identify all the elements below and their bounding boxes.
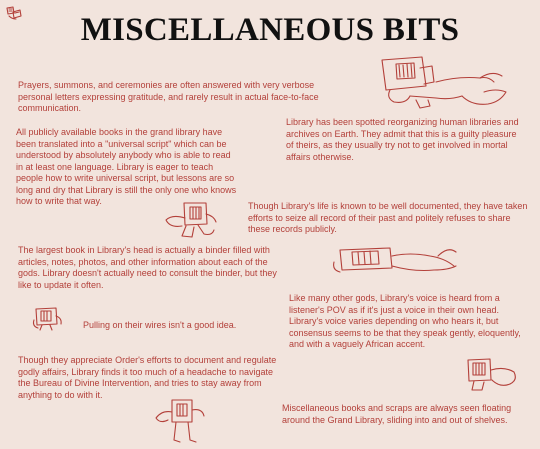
fact-human-libraries: Library has been spotted reorganizing human libraries and archives on Earth. They admit that this is a guilty pleasure of theirs, as they usually try not to get involved in mortal affairs otherwise. — [286, 117, 519, 162]
page-title: MISCELLANEOUS BITS — [80, 12, 460, 48]
fact-voice: Like many other gods, Library's voice is heard from a listener's POV as if it's just a voice in their own head. Library's voice varies depending on who hears it, but consensus seems to be that they speak gently, eloquently, and with a vaguely African accent. — [289, 293, 521, 349]
fact-wires: Pulling on their wires isn't a good idea. — [83, 320, 237, 330]
library-standing-doodle-icon — [150, 396, 210, 446]
fact-seized-records: Though Library's life is known to be well documented, they have taken efforts to seize all record of their past and politely refuses to share these records publicly. — [248, 201, 528, 234]
fact-universal-script: All publicly available books in the grand library have been translated into a "universal script" which can be understood by absolutely anybody who is able to read in at least one language. Library is eager to teach people how to write universal script, but lessons are so long and dry that Library is still the only one who knows how to write that way. — [16, 127, 237, 206]
corner-logo-icon — [4, 4, 24, 22]
fact-floating-books: Miscellaneous books and scraps are always seen floating around the Grand Library, sliding into and out of shelves. — [282, 403, 512, 425]
fact-bureau: Though they appreciate Order's efforts to document and regulate godly affairs, Library finds it too much of a headache to navigate the Bureau of Divine Intervention, and tries to stay away from anything to do with it. — [18, 355, 277, 400]
library-sitting-doodle-icon — [160, 200, 220, 240]
library-lying-doodle-icon — [376, 52, 516, 114]
fact-letters: Prayers, summons, and ceremonies are often answered with very verbose personal letters expressing gratitude, and rarely result in actual face-to-face communication. — [18, 80, 319, 113]
library-wires-doodle-icon — [30, 306, 64, 332]
library-crouching-doodle-icon — [464, 356, 520, 394]
library-reclining-doodle-icon — [330, 240, 460, 280]
fact-binder: The largest book in Library's head is actually a binder filled with articles, notes, photos, and other information about each of the gods. Library doesn't actually need to consult the binder, but they like to update it often. — [18, 245, 277, 290]
